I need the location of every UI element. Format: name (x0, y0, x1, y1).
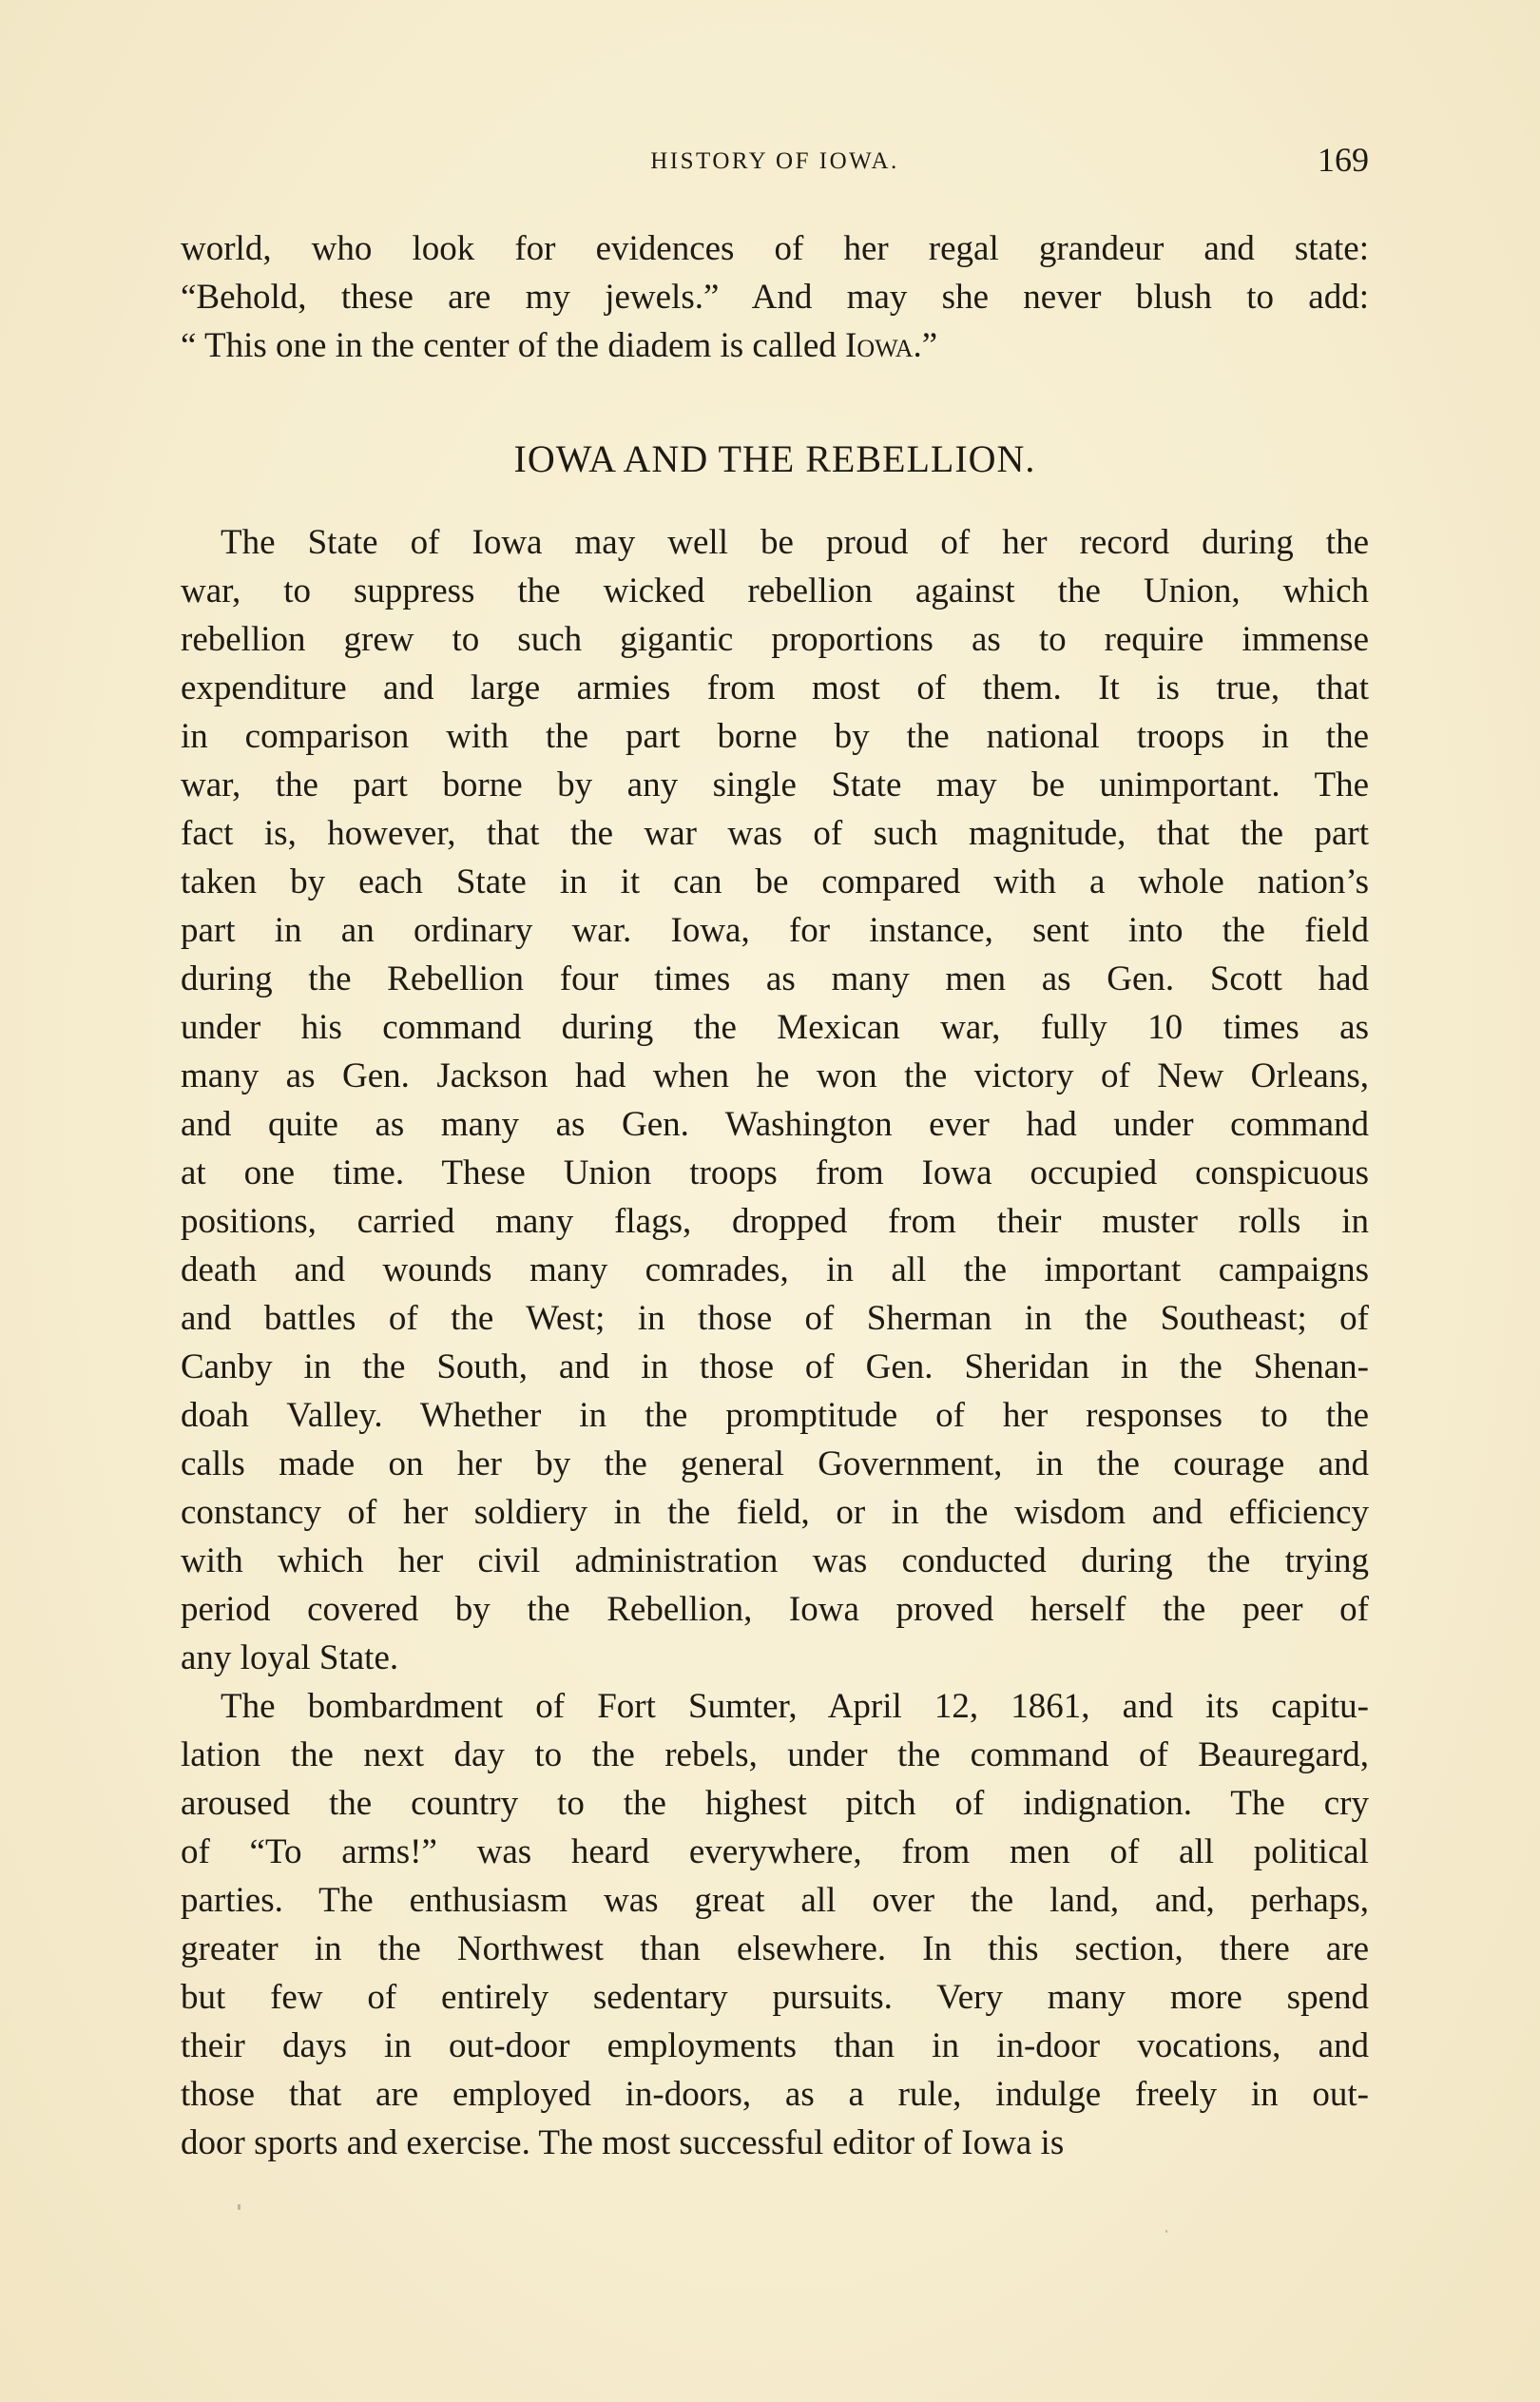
quote-line-text: “ This one in the center of the diadem is called Iowa.” (181, 326, 938, 365)
text-line: constancy of her soldiery in the field, or in the wisdom and efficiency (181, 1493, 1369, 1532)
text-line: The State of Iowa may well be proud of her record during the (221, 523, 1369, 562)
text-line: Canby in the South, and in those of Gen. Sheridan in the Shenan- (181, 1347, 1369, 1386)
paper-speck (1165, 2230, 1167, 2233)
text-line: at one time. These Union troops from Iowa occupied conspicuous (181, 1153, 1369, 1192)
text-line: doah Valley. Whether in the promptitude of her responses to the (181, 1396, 1369, 1435)
text-line: fact is, however, that the war was of such magnitude, that the part (181, 814, 1369, 853)
text-line: world, who look for evidences of her regal grandeur and state: (181, 229, 1369, 268)
text-line: greater in the Northwest than elsewhere. In this section, there are (181, 1929, 1369, 1968)
text-line: positions, carried many flags, dropped from their muster rolls in (181, 1202, 1369, 1241)
text-line-last: door sports and exercise. The most successful editor of Iowa is (181, 2123, 1065, 2162)
text-line: period covered by the Rebellion, Iowa proved herself the peer of (181, 1590, 1369, 1629)
text-line: in comparison with the part borne by the national troops in the (181, 717, 1369, 756)
text-line: The bombardment of Fort Sumter, April 12, 1861, and its capitu- (221, 1687, 1369, 1726)
text-line: taken by each State in it can be compared with a whole nation’s (181, 862, 1369, 901)
opening-paragraph (181, 224, 1369, 370)
text-line: during the Rebellion four times as many men as Gen. Scott had (181, 959, 1369, 998)
text-line: but few of entirely sedentary pursuits. Very many more spend (181, 1978, 1369, 2017)
text-line: aroused the country to the highest pitch of indignation. The cry (181, 1784, 1369, 1823)
text-line: rebellion grew to such gigantic proportions as to require immense (181, 620, 1369, 659)
text-line: war, to suppress the wicked rebellion against the Union, which (181, 571, 1369, 610)
body-text (181, 224, 1369, 2167)
text-line: death and wounds many comrades, in all the important campaigns (181, 1250, 1369, 1289)
text-line: war, the part borne by any single State may be unimportant. The (181, 765, 1369, 804)
text-line: part in an ordinary war. Iowa, for instance, sent into the field (181, 911, 1369, 950)
text-line: “Behold, these are my jewels.” And may she never blush to add: (181, 278, 1369, 317)
text-line: those that are employed in-doors, as a rule, indulge freely in out- (181, 2075, 1369, 2114)
page-number: 169 (1318, 141, 1369, 179)
section-heading: IOWA AND THE REBELLION. (513, 437, 1036, 480)
text-line: and battles of the West; in those of Sherman in the Southeast; of (181, 1299, 1369, 1338)
text-line: many as Gen. Jackson had when he won the victory of New Orleans, (181, 1056, 1369, 1095)
text-line-last: any loyal State. (181, 1638, 399, 1677)
paragraph-rebellion-record (181, 518, 1369, 1682)
text-line: their days in out-door employments than in in-door vocations, and (181, 2026, 1369, 2065)
text-line: of “To arms!” was heard everywhere, from men of all political (181, 1832, 1369, 1871)
text-line: lation the next day to the rebels, under the command of Beauregard, (181, 1735, 1369, 1774)
smallcaps-word: Iowa (845, 326, 914, 365)
text-line: calls made on her by the general Government, in the courage and (181, 1444, 1369, 1483)
text-line: parties. The enthusiasm was great all over the land, and, perhaps, (181, 1881, 1369, 1920)
text-line: and quite as many as Gen. Washington ever had under command (181, 1105, 1369, 1144)
running-title: HISTORY OF IOWA. (650, 148, 899, 174)
text-line-last (181, 321, 1369, 370)
text-line: expenditure and large armies from most of them. It is true, that (181, 668, 1369, 707)
running-head (181, 143, 1369, 181)
text-line: under his command during the Mexican war, fully 10 times as (181, 1008, 1369, 1047)
text-line: with which her civil administration was conducted during the trying (181, 1541, 1369, 1580)
paper-speck (238, 2204, 241, 2210)
paragraph-fort-sumter (181, 1682, 1369, 2167)
